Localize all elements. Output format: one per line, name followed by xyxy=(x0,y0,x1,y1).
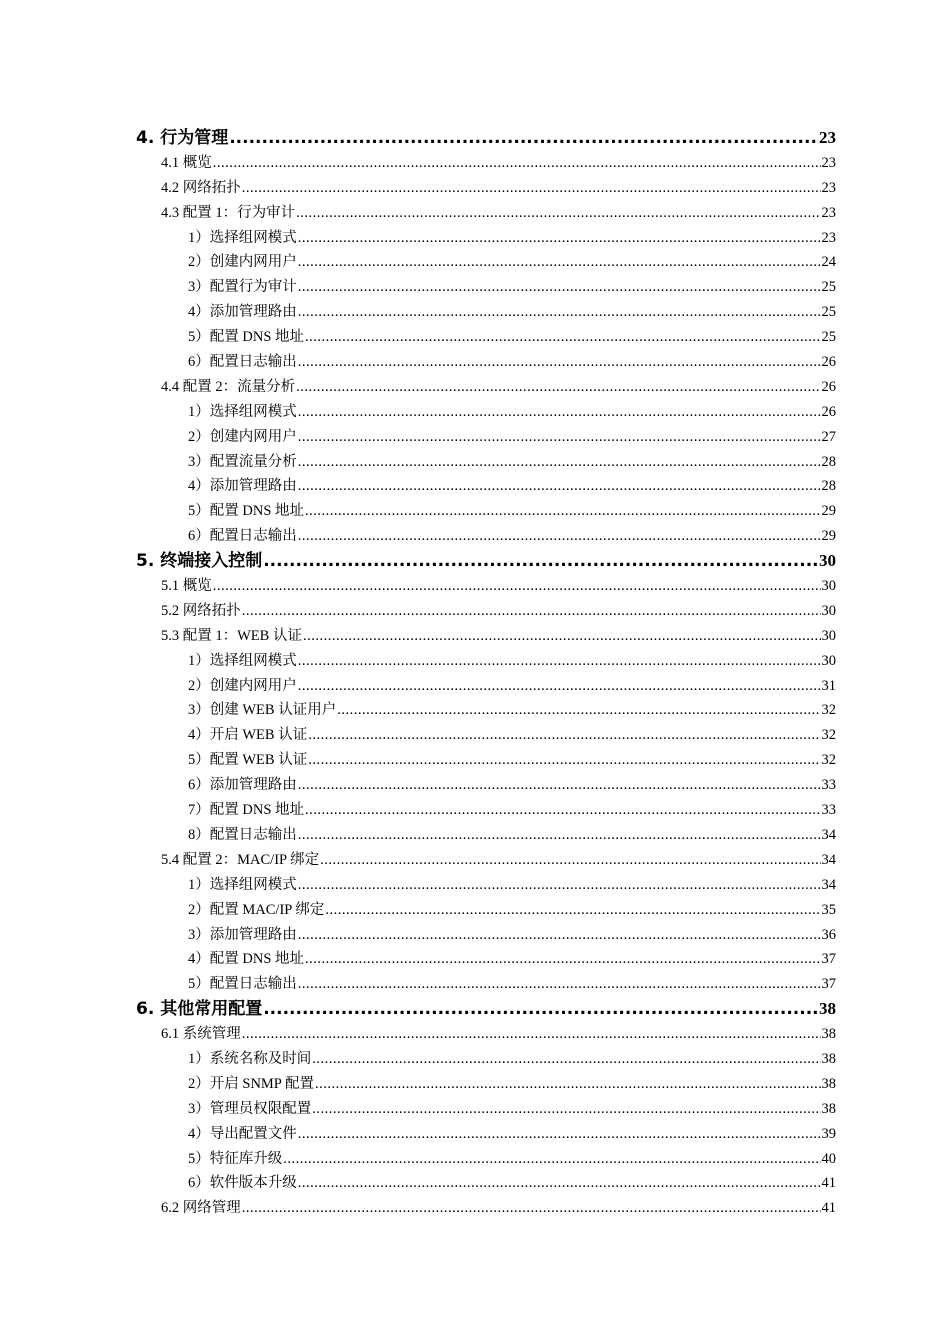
toc-entry-title: 2）创建内网用户 xyxy=(188,677,297,694)
toc-subsection-entry[interactable] xyxy=(0,873,836,898)
toc-page-number: 25 xyxy=(821,304,836,321)
toc-dot-leader xyxy=(305,947,820,972)
toc-page-number: 32 xyxy=(821,752,836,769)
toc-dot-leader xyxy=(298,873,821,898)
toc-entry-title: 6）配置日志输出 xyxy=(188,354,297,371)
toc-section-entry[interactable] xyxy=(0,599,836,624)
toc-dot-leader xyxy=(298,425,821,450)
toc-page-number: 34 xyxy=(821,826,836,843)
toc-dot-leader xyxy=(263,549,818,574)
toc-chapter-entry[interactable] xyxy=(0,549,836,574)
toc-dot-leader xyxy=(305,499,820,524)
toc-dot-leader xyxy=(298,300,821,325)
toc-page-number: 23 xyxy=(821,229,836,246)
toc-subsection-entry[interactable] xyxy=(0,524,836,549)
toc-section-entry[interactable] xyxy=(0,201,836,226)
toc-subsection-entry[interactable] xyxy=(0,1171,836,1196)
toc-page-number: 33 xyxy=(821,802,836,819)
toc-page-number: 33 xyxy=(821,777,836,794)
toc-section-entry[interactable] xyxy=(0,1196,836,1221)
toc-page-number: 38 xyxy=(821,1075,836,1092)
toc-subsection-entry[interactable] xyxy=(0,499,836,524)
toc-entry-title: 4.3 配置 1：行为审计 xyxy=(161,204,296,221)
toc-entry-title: 1）选择组网模式 xyxy=(188,229,297,246)
toc-page-number: 30 xyxy=(821,578,836,595)
toc-subsection-entry[interactable] xyxy=(0,1072,836,1097)
toc-entry-title: 4）添加管理路由 xyxy=(188,478,297,495)
toc-page-number: 29 xyxy=(821,528,836,545)
toc-entry-title: 4.1 概览 xyxy=(161,154,212,171)
toc-chapter-entry[interactable] xyxy=(0,126,836,151)
toc-dot-leader xyxy=(315,1072,821,1097)
toc-page-number: 23 xyxy=(821,204,836,221)
toc-subsection-entry[interactable] xyxy=(0,425,836,450)
toc-entry-title: 5）配置日志输出 xyxy=(188,976,297,993)
toc-dot-leader xyxy=(308,723,820,748)
toc-dot-leader xyxy=(308,748,820,773)
toc-section-entry[interactable] xyxy=(0,375,836,400)
toc-page-number: 26 xyxy=(821,403,836,420)
toc-subsection-entry[interactable] xyxy=(0,1097,836,1122)
toc-page-number: 24 xyxy=(821,254,836,271)
toc-dot-leader xyxy=(298,450,821,475)
toc-dot-leader xyxy=(298,474,821,499)
toc-dot-leader xyxy=(296,375,820,400)
toc-dot-leader xyxy=(263,997,818,1022)
toc-entry-title: 6）添加管理路由 xyxy=(188,777,297,794)
toc-dot-leader xyxy=(305,798,820,823)
toc-page-number: 25 xyxy=(821,279,836,296)
toc-page-number: 38 xyxy=(821,1050,836,1067)
toc-entry-title: 3）配置流量分析 xyxy=(188,453,297,470)
toc-subsection-entry[interactable] xyxy=(0,474,836,499)
toc-dot-leader xyxy=(305,325,820,350)
toc-subsection-entry[interactable] xyxy=(0,723,836,748)
toc-dot-leader xyxy=(298,972,821,997)
toc-dot-leader xyxy=(312,1047,820,1072)
toc-page-number: 32 xyxy=(821,727,836,744)
toc-dot-leader xyxy=(312,1097,820,1122)
toc-page-number: 38 xyxy=(821,1100,836,1117)
toc-entry-title: 1）系统名称及时间 xyxy=(188,1050,312,1067)
toc-subsection-entry[interactable] xyxy=(0,649,836,674)
toc-subsection-entry[interactable] xyxy=(0,923,836,948)
toc-dot-leader xyxy=(242,599,821,624)
toc-subsection-entry[interactable] xyxy=(0,226,836,251)
toc-entry-title: 6. 其他常用配置 xyxy=(136,999,263,1020)
toc-page-number: 30 xyxy=(819,551,836,571)
toc-page-number: 35 xyxy=(821,901,836,918)
toc-section-entry[interactable] xyxy=(0,574,836,599)
toc-page-number: 23 xyxy=(821,179,836,196)
toc-entry-title: 5.1 概览 xyxy=(161,578,212,595)
toc-page-number: 26 xyxy=(821,354,836,371)
toc-entry-title: 8）配置日志输出 xyxy=(188,826,297,843)
toc-dot-leader xyxy=(242,1022,821,1047)
toc-page-number: 38 xyxy=(819,999,836,1019)
toc-page-number: 36 xyxy=(821,926,836,943)
toc-entry-title: 5）配置 WEB 认证 xyxy=(188,752,308,769)
toc-subsection-entry[interactable] xyxy=(0,300,836,325)
toc-dot-leader xyxy=(213,151,821,176)
toc-entry-title: 2）创建内网用户 xyxy=(188,254,297,271)
toc-dot-leader xyxy=(303,624,821,649)
toc-page-number: 30 xyxy=(821,602,836,619)
toc-entry-title: 6）软件版本升级 xyxy=(188,1175,297,1192)
toc-dot-leader xyxy=(337,698,820,723)
toc-page-number: 34 xyxy=(821,876,836,893)
toc-entry-title: 3）添加管理路由 xyxy=(188,926,297,943)
toc-dot-leader xyxy=(298,275,821,300)
toc-entry-title: 5）配置 DNS 地址 xyxy=(188,503,305,520)
toc-entry-title: 5.3 配置 1：WEB 认证 xyxy=(161,627,302,644)
toc-dot-leader xyxy=(298,226,821,251)
toc-subsection-entry[interactable] xyxy=(0,250,836,275)
toc-entry-title: 5.2 网络拓扑 xyxy=(161,602,241,619)
toc-page-number: 29 xyxy=(821,503,836,520)
toc-entry-title: 3）配置行为审计 xyxy=(188,279,297,296)
toc-entry-title: 4）配置 DNS 地址 xyxy=(188,951,305,968)
toc-entry-title: 3）管理员权限配置 xyxy=(188,1100,312,1117)
toc-entry-title: 4）开启 WEB 认证 xyxy=(188,727,308,744)
toc-dot-leader xyxy=(325,898,820,923)
toc-entry-title: 2）配置 MAC/IP 绑定 xyxy=(188,901,325,918)
toc-page-number: 38 xyxy=(821,1026,836,1043)
toc-entry-title: 5. 终端接入控制 xyxy=(136,551,263,572)
toc-subsection-entry[interactable] xyxy=(0,350,836,375)
toc-subsection-entry[interactable] xyxy=(0,450,836,475)
toc-entry-title: 5.4 配置 2：MAC/IP 绑定 xyxy=(161,851,320,868)
toc-dot-leader xyxy=(298,350,821,375)
toc-dot-leader xyxy=(242,1196,821,1221)
toc-dot-leader xyxy=(320,848,820,873)
toc-page-number: 23 xyxy=(819,128,836,147)
toc-chapter-entry[interactable] xyxy=(0,997,836,1022)
toc-subsection-entry[interactable] xyxy=(0,798,836,823)
toc-page-number: 32 xyxy=(821,702,836,719)
toc-subsection-entry[interactable] xyxy=(0,748,836,773)
toc-subsection-entry[interactable] xyxy=(0,275,836,300)
toc-dot-leader xyxy=(296,201,820,226)
toc-page-number: 26 xyxy=(821,378,836,395)
toc-subsection-entry[interactable] xyxy=(0,1122,836,1147)
toc-section-entry[interactable] xyxy=(0,848,836,873)
toc-entry-title: 4.4 配置 2：流量分析 xyxy=(161,378,296,395)
toc-entry-title: 7）配置 DNS 地址 xyxy=(188,802,305,819)
toc-page-number: 37 xyxy=(821,951,836,968)
toc-dot-leader xyxy=(298,250,821,275)
toc-entry-title: 5）配置 DNS 地址 xyxy=(188,329,305,346)
toc-dot-leader xyxy=(242,176,821,201)
toc-section-entry[interactable] xyxy=(0,151,836,176)
toc-entry-title: 6.2 网络管理 xyxy=(161,1200,241,1217)
toc-subsection-entry[interactable] xyxy=(0,823,836,848)
toc-page-number: 28 xyxy=(821,478,836,495)
toc-dot-leader xyxy=(298,674,821,699)
toc-page-number: 41 xyxy=(821,1200,836,1217)
toc-subsection-entry[interactable] xyxy=(0,325,836,350)
toc-subsection-entry[interactable] xyxy=(0,972,836,997)
toc-dot-leader xyxy=(298,649,821,674)
toc-section-entry[interactable] xyxy=(0,624,836,649)
toc-page-number: 23 xyxy=(821,154,836,171)
toc-entry-title: 3）创建 WEB 认证用户 xyxy=(188,702,337,719)
toc-section-entry[interactable] xyxy=(0,176,836,201)
toc-dot-leader xyxy=(283,1147,820,1172)
toc-entry-title: 5）特征库升级 xyxy=(188,1150,283,1167)
toc-entry-title: 4）添加管理路由 xyxy=(188,304,297,321)
toc-dot-leader xyxy=(229,126,818,151)
toc-entry-title: 4）导出配置文件 xyxy=(188,1125,297,1142)
toc-subsection-entry[interactable] xyxy=(0,1047,836,1072)
toc-dot-leader xyxy=(298,1171,821,1196)
toc-entry-title: 4. 行为管理 xyxy=(136,128,229,148)
toc-dot-leader xyxy=(298,1122,821,1147)
toc-page-number: 31 xyxy=(821,677,836,694)
toc-subsection-entry[interactable] xyxy=(0,400,836,425)
toc-entry-title: 6）配置日志输出 xyxy=(188,528,297,545)
toc-page-number: 25 xyxy=(821,329,836,346)
toc-entry-title: 1）选择组网模式 xyxy=(188,876,297,893)
toc-page-number: 39 xyxy=(821,1125,836,1142)
toc-dot-leader xyxy=(213,574,821,599)
toc-subsection-entry[interactable] xyxy=(0,773,836,798)
toc-section-entry[interactable] xyxy=(0,1022,836,1047)
toc-entry-title: 1）选择组网模式 xyxy=(188,652,297,669)
toc-entry-title: 1）选择组网模式 xyxy=(188,403,297,420)
toc-dot-leader xyxy=(298,773,821,798)
toc-subsection-entry[interactable] xyxy=(0,698,836,723)
toc-page-number: 30 xyxy=(821,652,836,669)
toc-page-number: 30 xyxy=(821,627,836,644)
table-of-contents xyxy=(0,126,950,1221)
toc-page-number: 27 xyxy=(821,428,836,445)
toc-dot-leader xyxy=(298,524,821,549)
toc-dot-leader xyxy=(298,400,821,425)
toc-page-number: 40 xyxy=(821,1150,836,1167)
toc-page-number: 34 xyxy=(821,851,836,868)
toc-subsection-entry[interactable] xyxy=(0,898,836,923)
toc-entry-title: 2）创建内网用户 xyxy=(188,428,297,445)
toc-subsection-entry[interactable] xyxy=(0,674,836,699)
toc-subsection-entry[interactable] xyxy=(0,947,836,972)
toc-subsection-entry[interactable] xyxy=(0,1147,836,1172)
toc-entry-title: 4.2 网络拓扑 xyxy=(161,179,241,196)
toc-dot-leader xyxy=(298,923,821,948)
toc-entry-title: 2）开启 SNMP 配置 xyxy=(188,1075,314,1092)
toc-dot-leader xyxy=(298,823,821,848)
toc-page-number: 37 xyxy=(821,976,836,993)
toc-page-number: 41 xyxy=(821,1175,836,1192)
toc-entry-title: 6.1 系统管理 xyxy=(161,1026,241,1043)
toc-page-number: 28 xyxy=(821,453,836,470)
